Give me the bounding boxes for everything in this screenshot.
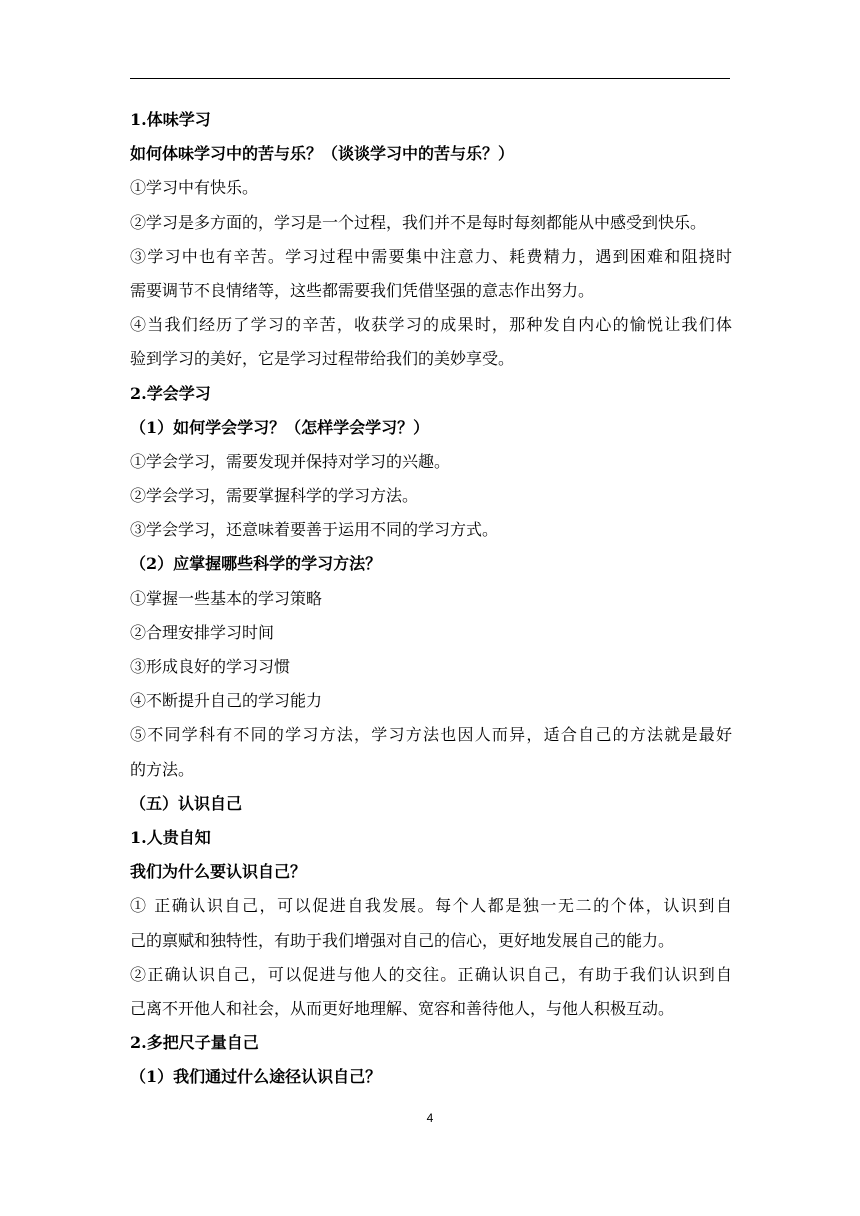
body-line: 己的禀赋和独特性，有助于我们增强对自己的信心，更好地发展自己的能力。: [130, 930, 675, 950]
document-body: [130, 103, 732, 1094]
body-line: ① 正确认识自己，可以促进自我发展。每个人都是独一无二的个体，认识到自: [130, 896, 732, 916]
heading-line: 1.体味学习: [130, 110, 211, 129]
body-line: ⑤不同学科有不同的学习方法，学习方法也因人而异，适合自己的方法就是最好: [130, 725, 732, 745]
body-line: ①学会学习，需要发现并保持对学习的兴趣。: [130, 451, 451, 471]
page-number: 4: [426, 1111, 434, 1125]
heading-line: （五）认识自己: [130, 793, 243, 813]
heading-line: （2）应掌握哪些科学的学习方法？: [130, 554, 382, 574]
body-line: 的方法。: [130, 759, 195, 779]
heading-line: 1.人贵自知: [130, 827, 211, 847]
heading-line: 2.多把尺子量自己: [130, 1033, 259, 1053]
heading-line: 我们为什么要认识自己？: [130, 862, 307, 882]
body-line: ③学会学习，还意味着要善于运用不同的学习方式。: [130, 520, 499, 540]
body-line: ③形成良好的学习习惯: [130, 657, 291, 676]
heading-line: 2.学会学习: [130, 383, 211, 403]
heading-line: （1）如何学会学习？（怎样学会学习？）: [130, 417, 430, 437]
body-line: ②正确认识自己，可以促进与他人的交往。正确认识自己，有助于我们认识到自: [130, 964, 732, 984]
body-line: 己离不开他人和社会，从而更好地理解、宽容和善待他人，与他人积极互动。: [130, 998, 675, 1018]
body-line: ①学习中有快乐。: [130, 178, 259, 198]
body-line: ④不断提升自己的学习能力: [130, 691, 323, 711]
body-line: ②学会学习，需要掌握科学的学习方法。: [130, 486, 419, 506]
body-line: ④当我们经历了学习的辛苦，收获学习的成果时，那种发自内心的愉悦让我们体: [130, 315, 732, 335]
heading-line: （1）我们通过什么途径认识自己？: [130, 1067, 382, 1087]
body-line: 需要调节不良情绪等，这些都需要我们凭借坚强的意志作出努力。: [130, 280, 595, 300]
body-line: ②合理安排学习时间: [130, 622, 275, 642]
body-line: ①掌握一些基本的学习策略: [130, 588, 323, 608]
body-line: ③学习中也有辛苦。学习过程中需要集中注意力、耗费精力，遇到困难和阻挠时: [130, 246, 732, 266]
body-line: 验到学习的美好，它是学习过程带给我们的美妙享受。: [130, 349, 515, 369]
body-line: ②学习是多方面的，学习是一个过程，我们并不是每时每刻都能从中感受到快乐。: [130, 212, 707, 232]
header-rule: [130, 78, 730, 79]
heading-line: 如何体味学习中的苦与乐？（谈谈学习中的苦与乐？）: [130, 144, 515, 164]
